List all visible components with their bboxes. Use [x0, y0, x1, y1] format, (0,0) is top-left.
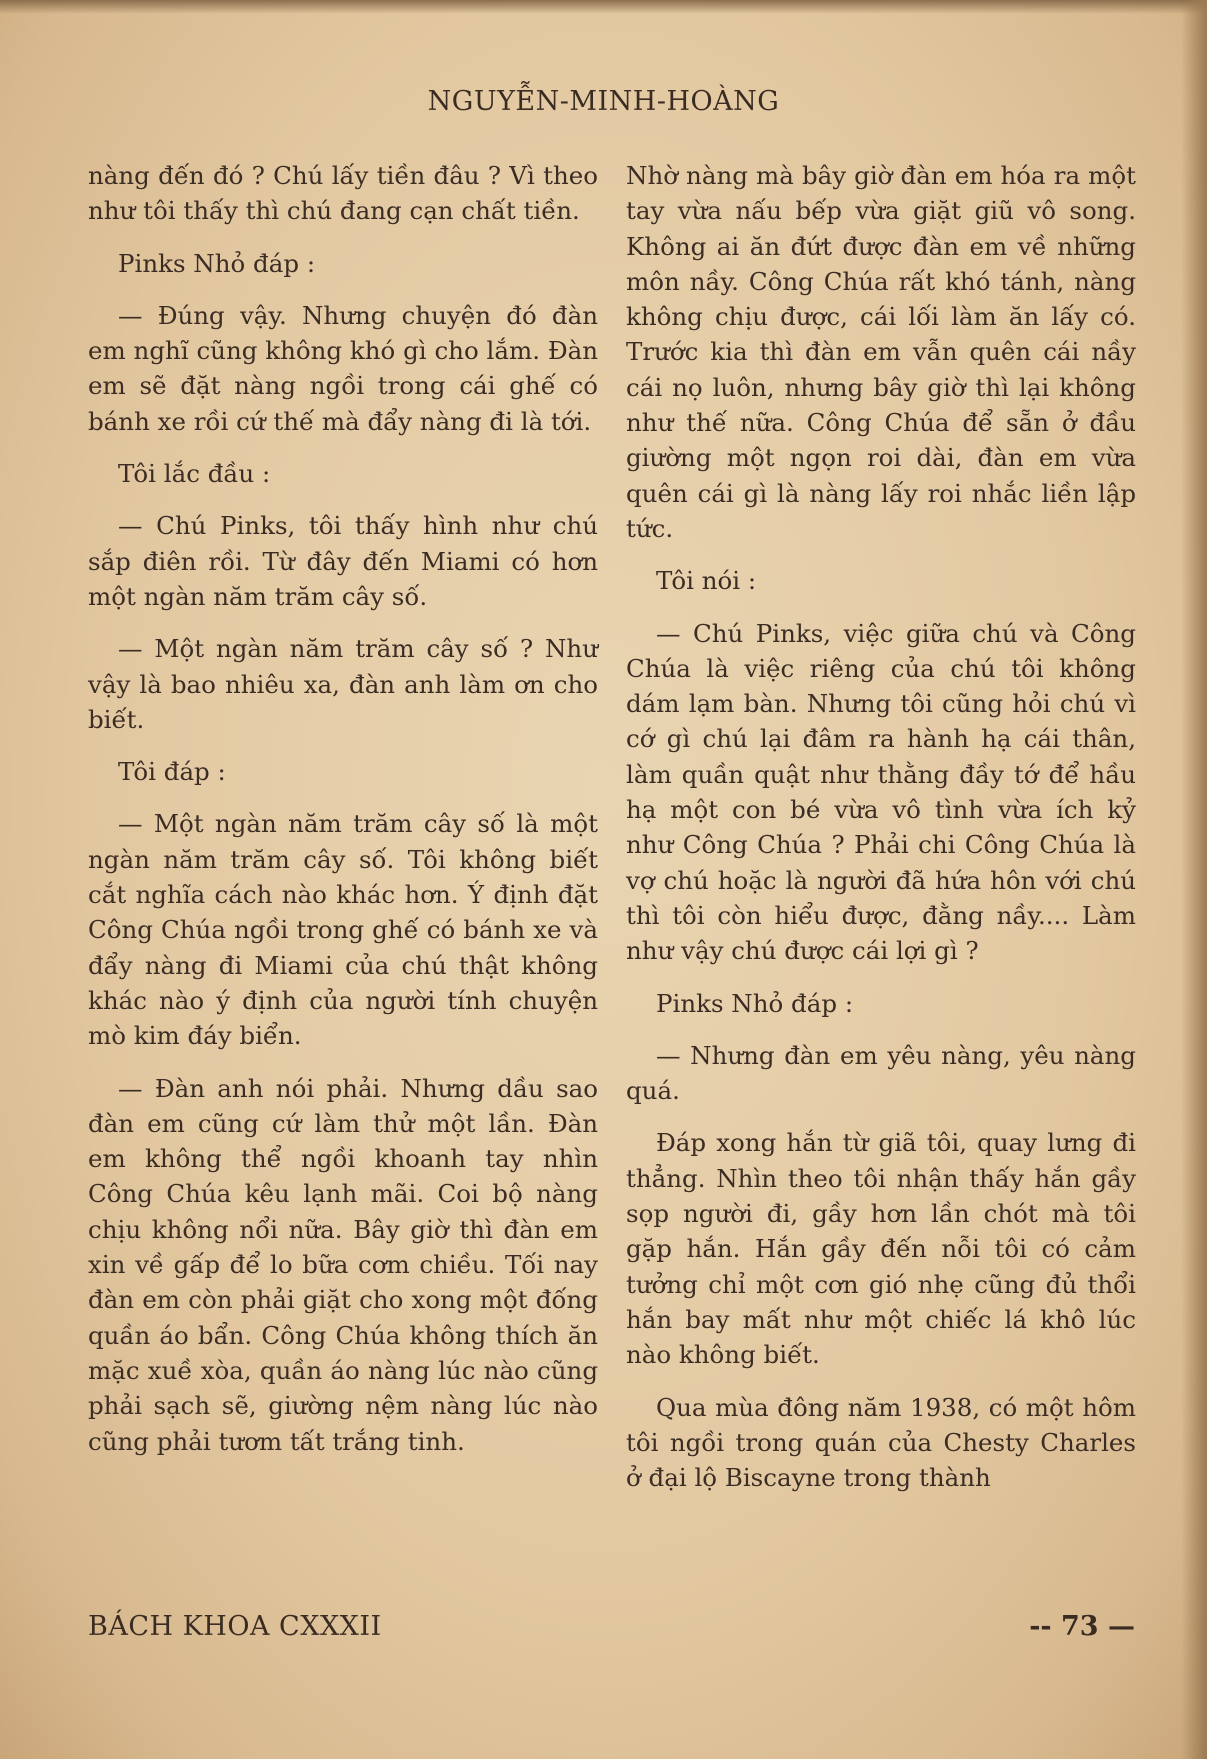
paragraph: Qua mùa đông năm 1938, có một hôm tôi ngồi trong quán của Chesty Charles ở đại lộ Biscayne trong thành: [626, 1392, 1136, 1493]
paragraph: nàng đến đó ? Chú lấy tiền đâu ? Vì theo như tôi thấy thì chú đang cạn chất tiền.: [88, 161, 598, 226]
paragraph: — Chú Pinks, tôi thấy hình như chú sắp điên rồi. Từ đây đến Miami có hơn một ngàn năm trăm cây số.: [88, 511, 598, 611]
paragraph: — Đàn anh nói phải. Nhưng dầu sao đàn em cũng cứ làm thử một lần. Đàn em không thể ngồi khoanh tay nhìn Công Chúa kêu lạnh mãi. Coi bộ nàng chịu không nổi nữa. Bây giờ thì đàn em xin về gấp để lo bữa cơm chiều. Tối nay đàn em còn phải giặt cho xong một đống quần áo bẩn. Công Chúa không thích ăn mặc xuề xòa, quần áo nàng lúc nào cũng phải sạch sẽ, giường nệm nàng lúc nào cũng phải tươm tất trắng tinh.: [88, 1073, 598, 1456]
paragraph: — Một ngàn năm trăm cây số là một ngàn năm trăm cây số. Tôi không biết cắt nghĩa cách nào khác hơn. Ý định đặt Công Chúa ngồi trong ghế có bánh xe và đẩy nàng đi Miami của chú thật không khác nào ý định của người tính chuyện mò kim đáy biển.: [88, 809, 598, 1051]
paragraph: Tôi nói :: [656, 566, 757, 596]
magazine-title-footer: BÁCH KHOA CXXXII: [88, 1611, 382, 1642]
running-head-author: NGUYỄN-MINH-HOÀNG: [427, 86, 780, 117]
paragraph: — Nhưng đàn em yêu nàng, yêu nàng quá.: [626, 1040, 1136, 1106]
paragraph: — Một ngàn năm trăm cây số ? Như vậy là bao nhiêu xa, đàn anh làm ơn cho biết.: [88, 634, 598, 734]
right-text-column: [626, 158, 1136, 1512]
paragraph: Nhờ nàng mà bây giờ đàn em hóa ra một tay vừa nấu bếp vừa giặt giũ vô song. Không ai ăn đứt được đàn em về những môn nầy. Công Chúa rất khó tánh, nàng không chịu được, cái lối làm ăn lấy có. Trước kia thì đàn em vẫn quên cái nầy cái nọ luôn, nhưng bây giờ thì lại không như thế nữa. Công Chúa để sẵn ở đầu giường một ngọn roi dài, đàn em vừa quên cái gì là nàng lấy roi nhắc liền lập tức.: [626, 161, 1136, 543]
paragraph: Pinks Nhỏ đáp :: [656, 988, 854, 1018]
paragraph: Tôi đáp :: [118, 757, 226, 787]
paragraph: Pinks Nhỏ đáp :: [118, 248, 316, 278]
paragraph: Tôi lắc đầu :: [118, 459, 271, 489]
page-number: -- 73 —: [1029, 1611, 1135, 1642]
left-text-column: [88, 158, 598, 1476]
paragraph: Đáp xong hắn từ giã tôi, quay lưng đi thẳng. Nhìn theo tôi nhận thấy hắn gầy sọp người đi, gầy hơn lần chót mà tôi gặp hắn. Hắn gầy đến nỗi tôi có cảm tưởng chỉ một cơn gió nhẹ cũng đủ thổi hắn bay mất như một chiếc lá khô lúc nào không biết.: [626, 1128, 1136, 1370]
paragraph: — Chú Pinks, việc giữa chú và Công Chúa là việc riêng của chú tôi không dám lạm bàn. Nhưng tôi cũng hỏi chú vì cớ gì chú lại đâm ra hành hạ cái thân, làm quần quật như thằng đầy tớ để hầu hạ một con bé vừa vô tình vừa ích kỷ như Công Chúa ? Phải chi Công Chúa là vợ chú hoặc là người đã hứa hôn với chú thì tôi còn hiểu được, đằng nầy.... Làm như vậy chú được cái lợi gì ?: [626, 618, 1136, 966]
paragraph: — Đúng vậy. Nhưng chuyện đó đàn em nghĩ cũng không khó gì cho lắm. Đàn em sẽ đặt nàng ngồi trong cái ghế có bánh xe rồi cứ thế mà đẩy nàng đi là tới.: [88, 300, 598, 436]
